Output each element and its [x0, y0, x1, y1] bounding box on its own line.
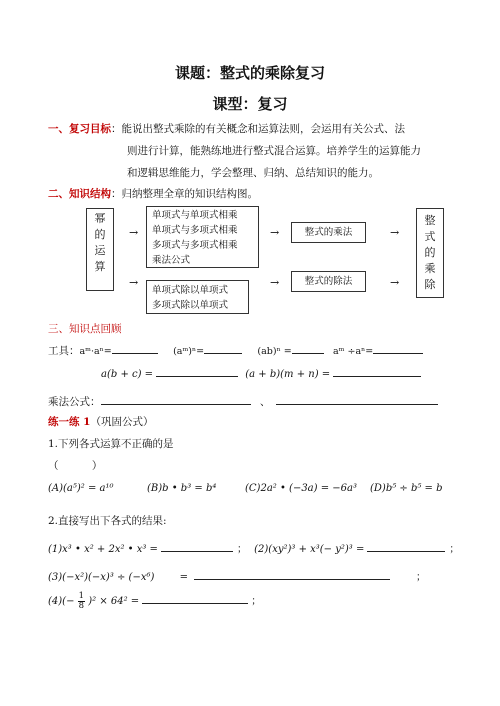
tool-1-blank	[112, 342, 158, 354]
practice-heading	[48, 414, 153, 430]
exercise-3-blank	[194, 568, 390, 580]
objectives-line-2: 则进行计算，能熟练地进行整式混合运算。培养学生的运算能力	[127, 145, 421, 157]
tool-1: aᵐ·aⁿ=	[79, 346, 112, 357]
dist-1-blank	[156, 365, 238, 377]
lesson-title: 课题：整式的乘除复习	[174, 64, 325, 82]
division-types-box	[146, 280, 249, 314]
section-review	[48, 321, 122, 337]
arrow-to-lower: →	[129, 276, 139, 289]
upper-item-4: 乘法公式	[152, 255, 191, 266]
objectives-line-1: ：能说出整式乘除的有关概念和运算法则，会运用有关公式、法	[111, 123, 405, 135]
exercise-3: (3)(−x²)(−x)³ ÷ (−x⁶)	[48, 572, 155, 583]
choice-d: (D)b⁵ ÷ b⁵ = b	[370, 483, 443, 494]
section-structure-label: 二、知识结构	[48, 188, 111, 200]
arrow-to-upper: →	[129, 226, 139, 239]
section-structure-text: ：归纳整理全章的知识结构图。	[111, 188, 258, 200]
polynomial-division-box: 整式的除法	[291, 271, 366, 292]
tool-2: (aᵐ)ⁿ=	[173, 346, 205, 357]
tools-line	[48, 342, 423, 360]
exercise-2: (2)(xy²)³ + x³(− y²)³ =	[254, 544, 365, 555]
upper-item-3: 多项式与多项式相乘	[152, 240, 238, 251]
lower-item-1: 单项式除以单项式	[152, 285, 229, 296]
section-review-label: 三、知识点回顾	[48, 323, 122, 335]
tool-3-blank	[292, 342, 324, 354]
tool-3: (ab)ⁿ =	[257, 346, 292, 357]
choice-a: (A)(a⁵)² = a¹⁰	[48, 483, 114, 494]
dist-2-blank	[333, 365, 421, 377]
polynomial-mult-div-box: 整 式 的 乘 除	[416, 208, 444, 298]
upper-item-1: 单项式与单项式相乘	[152, 210, 238, 221]
formula-line	[48, 393, 438, 410]
exercise-1: (1)x³ • x² + 2x² • x³ =	[48, 544, 158, 555]
arrow-to-result-1: →	[390, 226, 400, 239]
choice-c: (C)2a² • (−3a) = −6a³	[245, 483, 357, 494]
tool-4-blank	[373, 342, 423, 354]
exercise-1-blank	[161, 540, 233, 552]
polynomial-multiplication-box: 整式的乘法	[291, 222, 366, 243]
dist-2: (a + b)(m + n) =	[245, 369, 331, 380]
arrow-to-mult: →	[270, 226, 280, 239]
question-2: 2.直接写出下各式的结果:	[48, 515, 167, 527]
exercise-4-head: (4)(−	[48, 596, 75, 607]
lesson-type: 课型：复习	[212, 95, 288, 113]
exercise-row-3	[48, 568, 426, 583]
section-objectives-label: 一、复习目标	[48, 123, 111, 135]
distributive-line	[101, 365, 421, 380]
fraction-denominator: 8	[78, 601, 85, 611]
objectives-line-3: 和逻辑思维能力，学会整理、归纳、总结知识的能力。	[127, 167, 379, 179]
exercise-1-semi: ；	[236, 544, 247, 555]
formula-label: 乘法公式：	[48, 396, 101, 408]
exercise-row-4	[48, 592, 261, 622]
lower-item-2: 多项式除以单项式	[152, 300, 229, 311]
tool-4: aᵐ ÷aⁿ=	[333, 346, 374, 357]
exercise-4-semi: ；	[251, 596, 262, 607]
answer-paren: （ ）	[48, 460, 103, 472]
arrow-to-result-2: →	[390, 276, 400, 289]
tool-2-blank	[204, 342, 242, 354]
choice-b: (B)b • b³ = b⁴	[147, 483, 217, 494]
multiplication-types-box	[146, 206, 259, 268]
exercise-2-blank	[367, 540, 445, 552]
arrow-to-div: →	[270, 276, 280, 289]
section-objectives	[48, 121, 468, 137]
exercise-4-tail: )² × 64² =	[88, 596, 140, 607]
power-operations-box: 幂 的 运 算	[86, 208, 114, 291]
exercise-3-semi: ；	[415, 572, 426, 583]
exercise-4-fraction	[78, 592, 85, 611]
exercise-2-semi: ；	[449, 544, 460, 555]
fraction-numerator: 1	[78, 591, 85, 601]
formula-sep: 、	[259, 396, 271, 408]
formula-blank-1	[101, 393, 251, 405]
practice-sub: （巩固公式）	[90, 416, 154, 428]
exercise-3-eq: =	[179, 572, 188, 583]
exercise-4-blank	[142, 592, 248, 604]
dist-1: a(b + c) =	[101, 369, 154, 380]
upper-item-2: 单项式与多项式相乘	[152, 225, 238, 236]
formula-blank-2	[276, 393, 438, 405]
tools-label: 工具：	[48, 345, 80, 357]
section-structure	[48, 186, 258, 202]
exercise-row-1	[48, 540, 459, 555]
practice-label: 练一练 1	[48, 416, 91, 428]
question-1: 1.下列各式运算不正确的是	[48, 438, 174, 450]
